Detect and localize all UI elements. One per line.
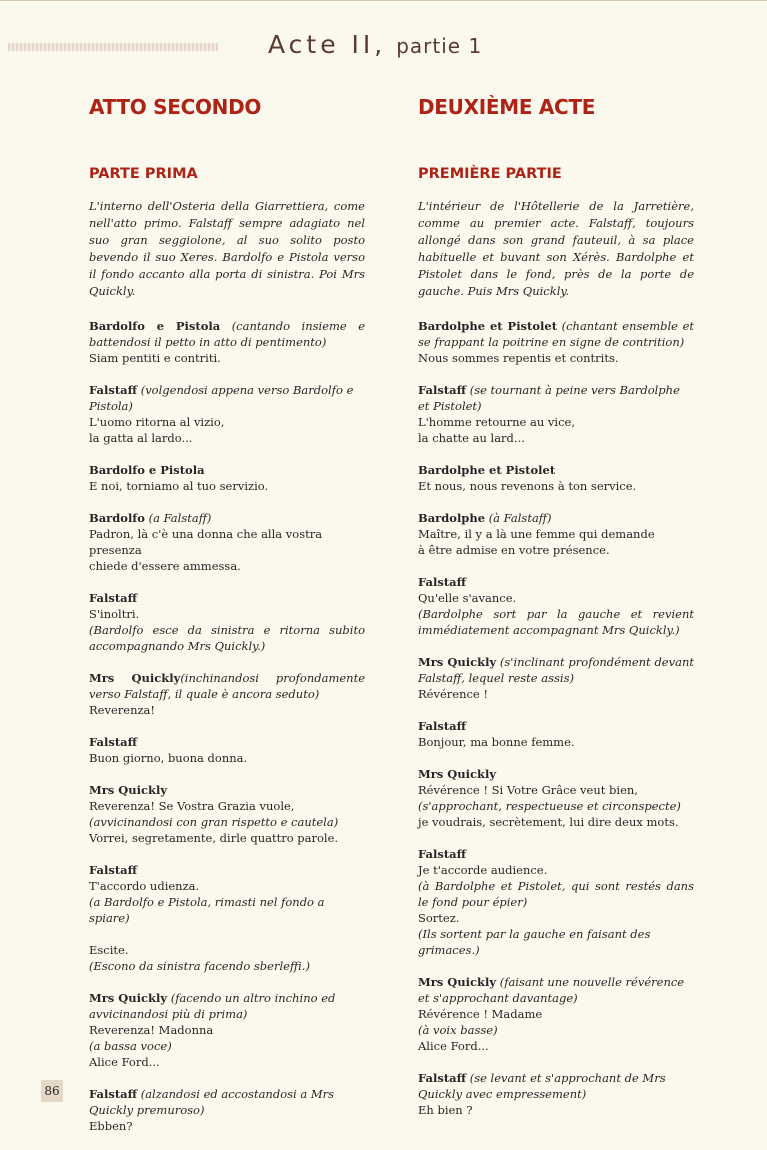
act-title-it: ATTO SECONDO [89,95,262,119]
stage-direction: (Bardolfo esce da sinistra e ritorna subito accompagnando Mrs Quickly.) [89,623,365,653]
stage-direction: (chantant ensemble et se frappant la poitrine en signe de contrition) [418,319,694,349]
speech-block [418,1070,694,1118]
stage-direction: (s'approchant, respectueuse et circonspecte) [418,799,681,813]
speech-block [89,670,365,718]
speaker-name: Mrs Quickly [89,783,168,797]
speaker-name: Falstaff [89,735,138,749]
stage-direction: (Escono da sinistra facendo sberleffi.) [89,959,310,973]
speaker-name: Mrs Quickly [418,975,497,989]
speech-line: Escite. [89,943,129,957]
stage-direction-fr: L'intérieur de l'Hôtellerie de la Jarretière, comme au premier acte. Falstaff, toujours allongé dans son grand fauteuil, à sa place habituelle et buvant son Xérès. Bardolphe et Pistolet dans le fond, près de la porte de gauche. Puis Mrs Quickly. [418,199,694,298]
speech-block [418,766,694,830]
speech-line: E noi, torniamo al tuo servizio. [89,479,269,493]
speech-line: Qu'elle s'avance. [418,591,517,605]
act-title-fr: DEUXIÈME ACTE [418,95,596,119]
speech-block [418,718,694,750]
speaker-name: Falstaff [418,383,467,397]
speaker-name: Falstaff [89,591,138,605]
speech-block [89,590,365,654]
stage-direction: (avvicinandosi con gran rispetto e cautela) [89,815,339,829]
italian-column [89,92,365,1150]
speaker-name: Falstaff [418,575,467,589]
speech-line: Eh bien ? [418,1103,473,1117]
speaker-name: Mrs Quickly [89,991,168,1005]
speech-line: Ebben? [89,1119,133,1133]
speaker-name: Falstaff [418,847,467,861]
stage-direction: (facendo un altro inchino ed avvicinandosi più di prima) [89,991,336,1021]
running-header [268,30,482,59]
speech-block [418,318,694,366]
speech-block [418,974,694,1054]
french-column [418,92,694,1134]
speech-block [89,382,365,446]
page-number: 86 [41,1080,63,1102]
speech-line: Révérence ! Madame [418,1007,543,1021]
speech-block [89,990,365,1070]
stage-direction: (cantando insieme e battendosi il petto in atto di pentimento) [89,319,365,349]
speech-line: L'homme retourne au vice, [418,415,576,429]
speech-line: Reverenza! Se Vostra Grazia vuole, [89,799,295,813]
stage-direction: (s'inclinant profondément devant Falstaff, lequel reste assis) [418,655,694,685]
speech-line: S'inoltri. [89,607,140,621]
speech-block [89,942,365,974]
speaker-name: Falstaff [89,863,138,877]
speaker-name: Falstaff [89,1087,138,1101]
speaker-name: Mrs Quickly [418,767,497,781]
stage-direction: (a Bardolfo e Pistola, rimasti nel fondo a spiare) [89,895,325,925]
speaker-name: Falstaff [89,383,138,397]
speech-block [418,510,694,558]
stage-direction: (Bardolphe sort par la gauche et revient immédiatement accompagnant Mrs Quickly.) [418,607,694,637]
speech-line: T'accordo udienza. [89,879,200,893]
stage-direction-it: L'interno dell'Osteria della Giarrettiera, come nell'atto primo. Falstaff sempre adagiato nel suo gran seggiolone, al suo solito posto bevendo il suo Xeres. Bardolfo e Pistola verso il fondo accanto alla porta di sinistra. Poi Mrs Quickly. [89,199,365,298]
speaker-name: Bardolfo e Pistola [89,463,205,477]
speech-block [89,318,365,366]
speaker-name: Mrs Quickly [89,671,181,685]
stage-direction: (faisant une nouvelle révérence et s'approchant davantage) [418,975,685,1005]
stage-direction: (inchinandosi profondamente verso Falstaff, il quale è ancora seduto) [89,671,365,701]
speech-line: Reverenza! [89,703,156,717]
speech-line: Bonjour, ma bonne femme. [418,735,575,749]
speech-line: Sortez. [418,911,460,925]
speech-block [89,1086,365,1134]
speech-block [418,382,694,446]
header-act: Acte II, [268,30,387,59]
stage-direction: (Ils sortent par la gauche en faisant des grimaces.) [418,927,651,957]
stage-direction: (alzandosi ed accostandosi a Mrs Quickly premuroso) [89,1087,335,1117]
speech-line: Reverenza! Madonna [89,1023,214,1037]
speech-line: Maître, il y a là une femme qui demande [418,527,655,541]
speech-line: chiede d'essere ammessa. [89,559,241,573]
speech-line: Vorrei, segretamente, dirle quattro parole. [89,831,339,845]
speech-block [418,846,694,958]
stage-direction: (a Falstaff) [148,511,212,525]
speech-block [89,782,365,846]
speech-line: je voudrais, secrètement, lui dire deux mots. [418,815,679,829]
top-rule [0,0,767,1]
stage-direction: (à Falstaff) [488,511,552,525]
header-stripe [8,43,218,51]
speech-block [418,654,694,702]
speech-block [89,862,365,926]
stage-direction: (à Bardolphe et Pistolet, qui sont restés dans le fond pour épier) [418,879,694,909]
stage-direction: (volgendosi appena verso Bardolfo e Pistola) [89,383,354,413]
speech-line: à être admise en votre présence. [418,543,610,557]
speech-block [89,510,365,574]
stage-direction: (à voix basse) [418,1023,498,1037]
speech-line: Siam pentiti e contriti. [89,351,221,365]
stage-direction: (se levant et s'approchant de Mrs Quickly avec empressement) [418,1071,666,1101]
speech-block [89,734,365,766]
stage-direction: (a bassa voce) [89,1039,172,1053]
speaker-name: Bardolfo [89,511,145,525]
speech-block [418,462,694,494]
speech-block [89,462,365,494]
speaker-name: Mrs Quickly [418,655,497,669]
part-title-fr: PREMIÈRE PARTIE [418,166,562,182]
header-part: partie 1 [396,34,483,58]
speech-line: Buon giorno, buona donna. [89,751,248,765]
speaker-name: Bardolphe [418,511,486,525]
speech-block [418,574,694,638]
speech-line: Je t'accorde audience. [418,863,548,877]
speech-line: Et nous, nous revenons à ton service. [418,479,637,493]
speech-line: L'uomo ritorna al vizio, [89,415,225,429]
speaker-name: Bardolphe et Pistolet [418,463,556,477]
stage-direction: (se tournant à peine vers Bardolphe et Pistolet) [418,383,680,413]
speech-line: Nous sommes repentis et contrits. [418,351,619,365]
speech-line: la chatte au lard... [418,431,525,445]
speaker-name: Falstaff [418,719,467,733]
speech-line: Alice Ford... [418,1039,489,1053]
speech-line: Révérence ! [418,687,488,701]
part-title-it: PARTE PRIMA [89,166,198,182]
speech-line: la gatta al lardo... [89,431,193,445]
speaker-name: Bardolfo e Pistola [89,319,221,333]
speech-line: Révérence ! Si Votre Grâce veut bien, [418,783,638,797]
speech-line: Alice Ford... [89,1055,160,1069]
speaker-name: Falstaff [418,1071,467,1085]
speech-line: Padron, là c'è una donna che alla vostra presenza [89,527,323,557]
speaker-name: Bardolphe et Pistolet [418,319,558,333]
